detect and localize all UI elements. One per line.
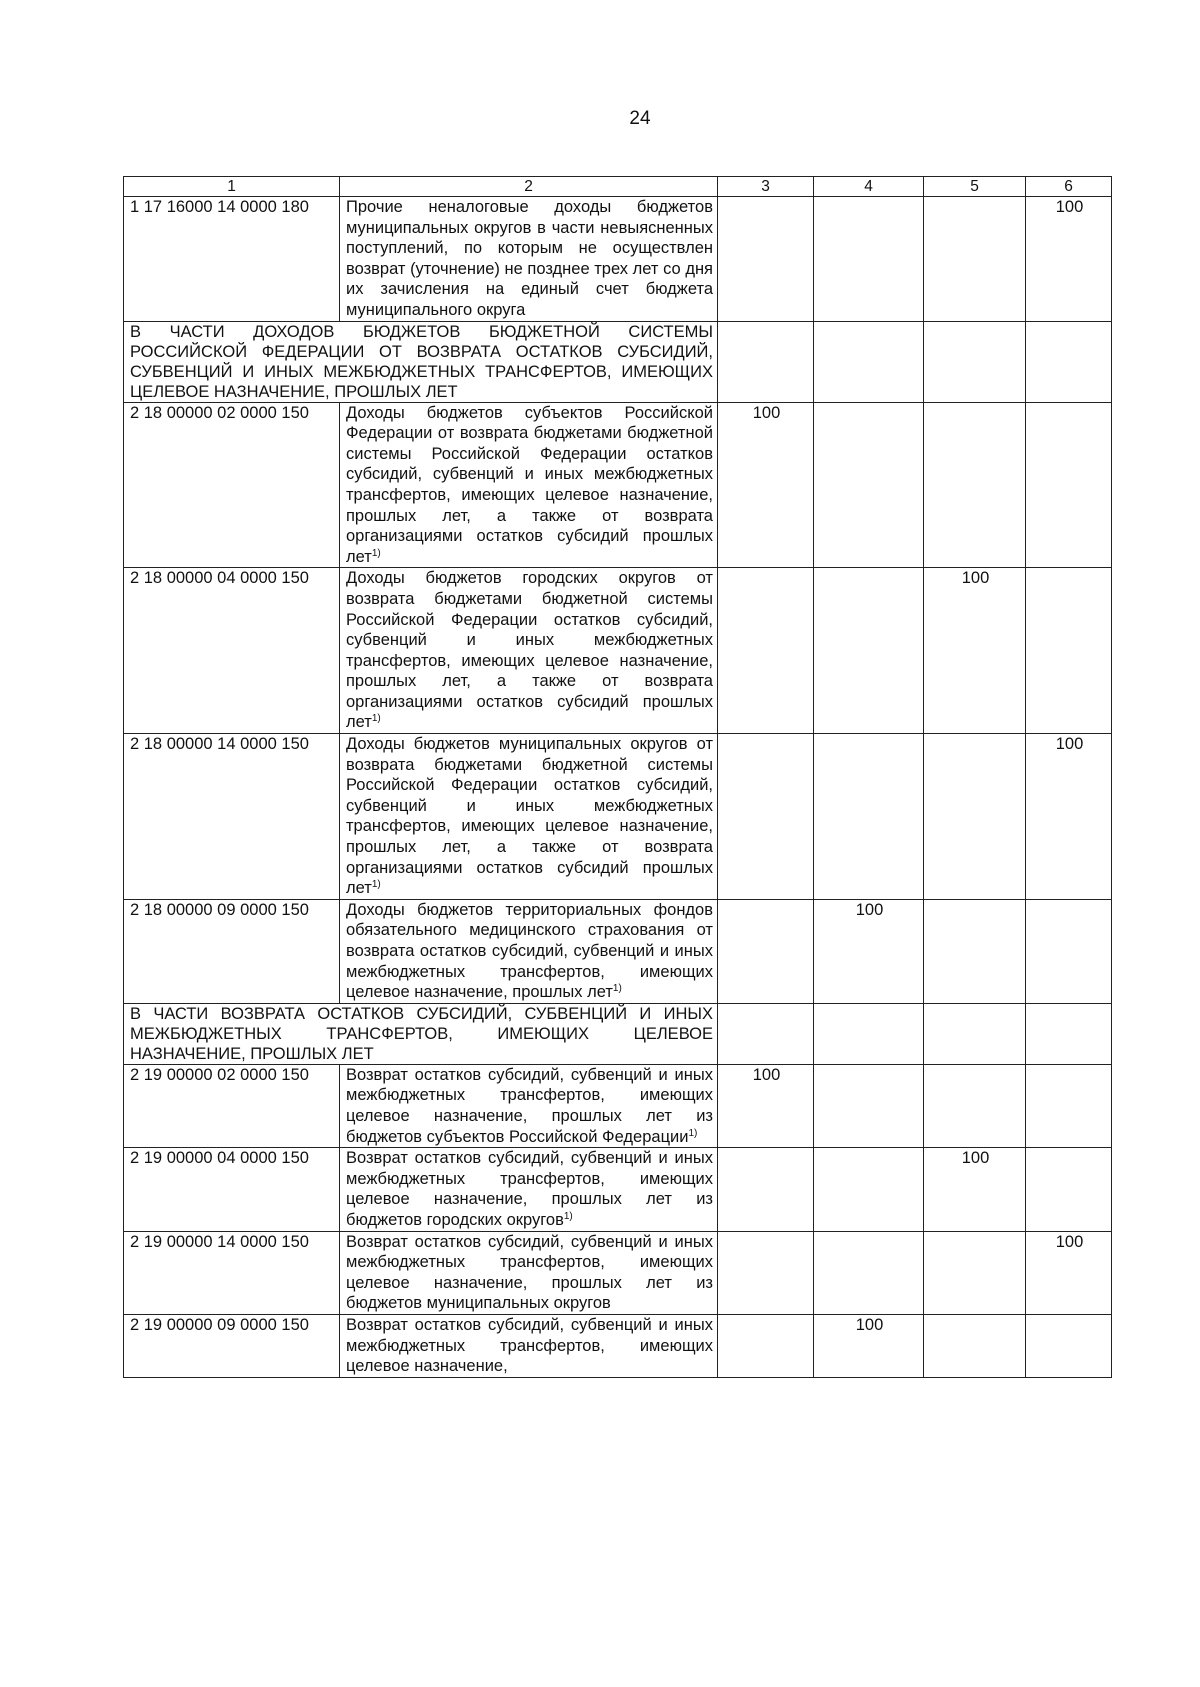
empty-cell — [1026, 321, 1112, 402]
section-heading: В ЧАСТИ ДОХОДОВ БЮДЖЕТОВ БЮДЖЕТНОЙ СИСТЕМЫ РОССИЙСКОЙ ФЕДЕРАЦИИ ОТ ВОЗВРАТА ОСТАТКОВ СУБСИДИЙ, СУБВЕНЦИЙ И ИНЫХ МЕЖБЮДЖЕТНЫХ ТРАНСФЕРТОВ, ИМЕЮЩИХ ЦЕЛЕВОЕ НАЗНАЧЕНИЕ, ПРОШЛЫХ ЛЕТ — [124, 321, 718, 402]
revenue-distribution-table — [123, 176, 1112, 1378]
description-text: Возврат остатков субсидий, субвенций и иных межбюджетных трансфертов, имеющих целевое назначение, прошлых лет из бюджетов муниципальных округов — [346, 1232, 713, 1313]
percent-col-6 — [1026, 568, 1112, 734]
percent-col-5: 100 — [924, 568, 1026, 734]
description-text: Прочие неналоговые доходы бюджетов муниципальных округов в части невыясненных поступлений, по которым не осуществлен возврат (уточнение) не позднее трех лет со дня их зачисления на единый счет бюджета муниципального округа — [346, 198, 713, 319]
revenue-code: 2 19 00000 02 0000 150 — [124, 1064, 340, 1147]
percent-col-4: 100 — [814, 899, 924, 1003]
description-text: Возврат остатков субсидий, субвенций и иных межбюджетных трансфертов, имеющих целевое назначение, прошлых лет из бюджетов городских округов — [346, 1149, 713, 1229]
empty-cell — [718, 1003, 814, 1064]
revenue-code: 1 17 16000 14 0000 180 — [124, 197, 340, 322]
column-header: 2 — [340, 177, 718, 197]
footnote-mark: 1) — [688, 1127, 698, 1139]
table-row — [124, 402, 1112, 568]
percent-col-4 — [814, 1231, 924, 1314]
section-heading: В ЧАСТИ ВОЗВРАТА ОСТАТКОВ СУБСИДИЙ, СУБВЕНЦИЙ И ИНЫХ МЕЖБЮДЖЕТНЫХ ТРАНСФЕРТОВ, ИМЕЮЩИХ ЦЕЛЕВОЕ НАЗНАЧЕНИЕ, ПРОШЛЫХ ЛЕТ — [124, 1003, 718, 1064]
percent-col-3 — [718, 1231, 814, 1314]
percent-col-3 — [718, 568, 814, 734]
table-row — [124, 197, 1112, 322]
revenue-code: 2 18 00000 14 0000 150 — [124, 734, 340, 900]
percent-col-3: 100 — [718, 1064, 814, 1147]
empty-cell — [1026, 1003, 1112, 1064]
description-text: Доходы бюджетов территориальных фондов обязательного медицинского страхования от возврата остатков субсидий, субвенций и иных межбюджетных трансфертов, имеющих целевое назначение, прошлых лет — [346, 900, 713, 1002]
revenue-description — [340, 197, 718, 322]
percent-col-5 — [924, 734, 1026, 900]
section-row — [124, 1003, 1112, 1064]
table-row — [124, 1064, 1112, 1147]
percent-col-6: 100 — [1026, 197, 1112, 322]
percent-col-5 — [924, 1231, 1026, 1314]
percent-col-3 — [718, 899, 814, 1003]
empty-cell — [924, 321, 1026, 402]
percent-col-4 — [814, 734, 924, 900]
revenue-description — [340, 1314, 718, 1377]
column-header: 4 — [814, 177, 924, 197]
revenue-code: 2 18 00000 04 0000 150 — [124, 568, 340, 734]
percent-col-4 — [814, 1148, 924, 1231]
revenue-code: 2 19 00000 09 0000 150 — [124, 1314, 340, 1377]
table-row — [124, 1231, 1112, 1314]
description-text: Доходы бюджетов муниципальных округов от возврата бюджетами бюджетной системы Российской Федерации остатков субсидий, субвенций и иных межбюджетных трансфертов, имеющих целевое назначение, прошлых лет, а также от возврата организациями остатков субсидий прошлых лет — [346, 735, 713, 898]
percent-col-4 — [814, 197, 924, 322]
footnote-mark: 1) — [612, 983, 622, 995]
revenue-description — [340, 1231, 718, 1314]
percent-col-3: 100 — [718, 402, 814, 568]
percent-col-6: 100 — [1026, 734, 1112, 900]
percent-col-6: 100 — [1026, 1231, 1112, 1314]
description-text: Доходы бюджетов городских округов от возврата бюджетами бюджетной системы Российской Федерации остатков субсидий, субвенций и иных межбюджетных трансфертов, имеющих целевое назначение, прошлых лет, а также от возврата организациями остатков субсидий прошлых лет — [346, 569, 713, 732]
empty-cell — [924, 1003, 1026, 1064]
percent-col-6 — [1026, 1314, 1112, 1377]
section-row — [124, 321, 1112, 402]
table-row — [124, 1148, 1112, 1231]
percent-col-6 — [1026, 1148, 1112, 1231]
empty-cell — [814, 321, 924, 402]
empty-cell — [814, 1003, 924, 1064]
revenue-code: 2 19 00000 14 0000 150 — [124, 1231, 340, 1314]
revenue-description — [340, 734, 718, 900]
percent-col-6 — [1026, 1064, 1112, 1147]
description-text: Доходы бюджетов субъектов Российской Федерации от возврата бюджетами бюджетной системы Российской Федерации остатков субсидий, субвенций и иных межбюджетных трансфертов, имеющих целевое назначение, прошлых лет, а также от возврата организациями остатков субсидий прошлых лет — [346, 403, 713, 566]
percent-col-6 — [1026, 402, 1112, 568]
revenue-description — [340, 568, 718, 734]
percent-col-5 — [924, 1064, 1026, 1147]
percent-col-5 — [924, 899, 1026, 1003]
table-row — [124, 734, 1112, 900]
empty-cell — [718, 321, 814, 402]
percent-col-3 — [718, 1148, 814, 1231]
table-row — [124, 1314, 1112, 1377]
revenue-description — [340, 899, 718, 1003]
table-row — [124, 899, 1112, 1003]
description-text: Возврат остатков субсидий, субвенций и иных межбюджетных трансфертов, имеющих целевое назначение, прошлых лет из бюджетов субъектов Российской Федерации — [346, 1065, 713, 1146]
revenue-description — [340, 1064, 718, 1147]
column-header: 6 — [1026, 177, 1112, 197]
footnote-mark: 1) — [563, 1210, 573, 1222]
percent-col-5 — [924, 1314, 1026, 1377]
percent-col-6 — [1026, 899, 1112, 1003]
percent-col-4 — [814, 568, 924, 734]
percent-col-4 — [814, 402, 924, 568]
column-header: 3 — [718, 177, 814, 197]
percent-col-5 — [924, 197, 1026, 322]
table-header-row — [124, 177, 1112, 197]
percent-col-3 — [718, 197, 814, 322]
percent-col-3 — [718, 734, 814, 900]
percent-col-4 — [814, 1064, 924, 1147]
percent-col-5: 100 — [924, 1148, 1026, 1231]
footnote-mark: 1) — [371, 879, 381, 891]
revenue-description — [340, 402, 718, 568]
footnote-mark: 1) — [371, 713, 381, 725]
column-header: 1 — [124, 177, 340, 197]
percent-col-4: 100 — [814, 1314, 924, 1377]
percent-col-3 — [718, 1314, 814, 1377]
revenue-code: 2 18 00000 02 0000 150 — [124, 402, 340, 568]
table-row — [124, 568, 1112, 734]
page-number: 24 — [629, 108, 651, 129]
percent-col-5 — [924, 402, 1026, 568]
description-text: Возврат остатков субсидий, субвенций и иных межбюджетных трансфертов, имеющих целевое назначение, — [346, 1315, 713, 1376]
revenue-description — [340, 1148, 718, 1231]
revenue-code: 2 18 00000 09 0000 150 — [124, 899, 340, 1003]
column-header: 5 — [924, 177, 1026, 197]
revenue-code: 2 19 00000 04 0000 150 — [124, 1148, 340, 1231]
footnote-mark: 1) — [371, 547, 381, 559]
